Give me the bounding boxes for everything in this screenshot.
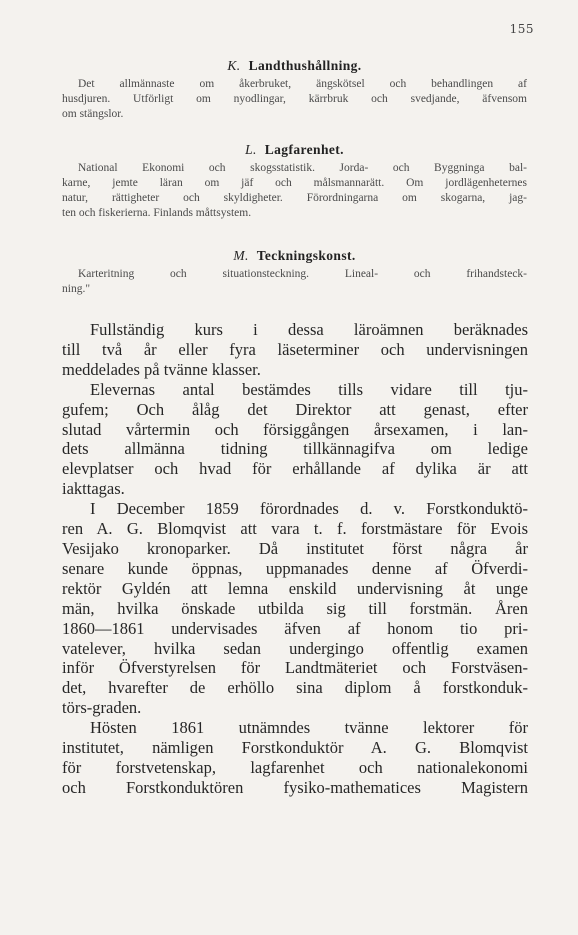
paragraph [62, 718, 528, 798]
text-line: vatelever, hvilka sedan undergingo offentlig examen [62, 638, 528, 658]
text-line: Vesijako kronoparker. Då institutet först några år [62, 538, 528, 558]
text-line: natur, rättigheter och skyldigheter. Förordningarna om skogarna, jag- [62, 192, 527, 204]
section-title: Landthushållning. [248, 58, 362, 73]
page-number: 155 [509, 22, 534, 36]
paragraph [62, 380, 528, 499]
text-line: 1860—1861 undervisades äfven af honom tio pri- [62, 618, 528, 638]
text-line: Karteritning och situationsteckning. Lineal- och frihandsteck- [78, 268, 527, 280]
text-line: meddelades på tvänne klasser. [62, 359, 261, 379]
text-line: ten och fiskerierna. Finlands måttsystem. [62, 207, 252, 219]
text-line: iakttagas. [62, 479, 125, 499]
text-line: slutad vårtermin och försiggången årsexamen, i lan- [62, 419, 528, 439]
section-letter: M. [233, 248, 249, 263]
paragraph [62, 320, 528, 380]
text-line: för forstvetenskap, lagfarenhet och nationalekonomi [62, 757, 528, 777]
text-line: Elevernas antal bestämdes tills vidare till tju- [90, 379, 528, 399]
section-l [62, 142, 527, 221]
section-title: Lagfarenhet. [264, 142, 344, 157]
section-m [62, 248, 527, 297]
text-line: inför Öfverstyrelsen för Landtmäteriet och Forstväsen- [62, 658, 528, 678]
text-line: om stängslor. [62, 108, 124, 120]
text-line: törs-graden. [62, 698, 142, 718]
text-line: Fullständig kurs i dessa läroämnen beräknades [90, 320, 528, 339]
text-line: National Ekonomi och skogsstatistik. Jorda- och Byggninga bal- [78, 162, 527, 174]
text-line: I December 1859 förordnades d. v. Forstkonduktö- [90, 499, 528, 519]
text-line: senare kunde öppnas, uppmanades denne af Öfverdi- [62, 558, 528, 578]
text-line: det, hvarefter de erhöllo sina diplom å forstkonduk- [62, 678, 528, 698]
text-line: till två år eller fyra läseterminer och undervisningen [62, 339, 528, 359]
section-letter: L. [245, 142, 257, 157]
text-line: gufem; Och ålåg det Direktor att genast, efter [62, 399, 528, 419]
section-k [62, 58, 527, 122]
section-letter: K. [227, 58, 241, 73]
text-line: husdjuren. Utförligt om nyodlingar, kärrbruk och svedjande, äfvensom [62, 93, 527, 105]
text-line: karne, jemte läran om jäf och målsmannarätt. Om jordlägenheternes [62, 177, 527, 189]
text-line: rektör Gyldén att lemna enskild undervisning åt unge [62, 578, 528, 598]
text-line: män, hvilka önskade utbilda sig till forstmän. Åren [62, 598, 528, 618]
section-title: Teckningskonst. [256, 248, 356, 263]
text-line: dets allmänna tidning tillkännagifva om ledige [62, 439, 528, 459]
text-line: Hösten 1861 utnämndes tvänne lektorer för [90, 718, 528, 738]
paragraph [62, 499, 528, 718]
text-line: ren A. G. Blomqvist att vara t. f. forstmästare för Evois [62, 519, 528, 539]
text-line: Det allmännaste om åkerbruket, ängskötsel och behandlingen af [78, 78, 527, 90]
body-text [62, 320, 528, 798]
text-line: och Forstkonduktören fysiko-mathematices Magistern [62, 777, 528, 797]
section-heading-k [62, 58, 527, 73]
text-line: institutet, nämligen Forstkonduktör A. G. Blomqvist [62, 738, 528, 758]
text-line: elevplatser och hvad för erhållande af dylika är att [62, 459, 528, 479]
section-heading-m [62, 248, 527, 263]
section-heading-l [62, 142, 527, 157]
text-line: ning." [62, 283, 91, 295]
